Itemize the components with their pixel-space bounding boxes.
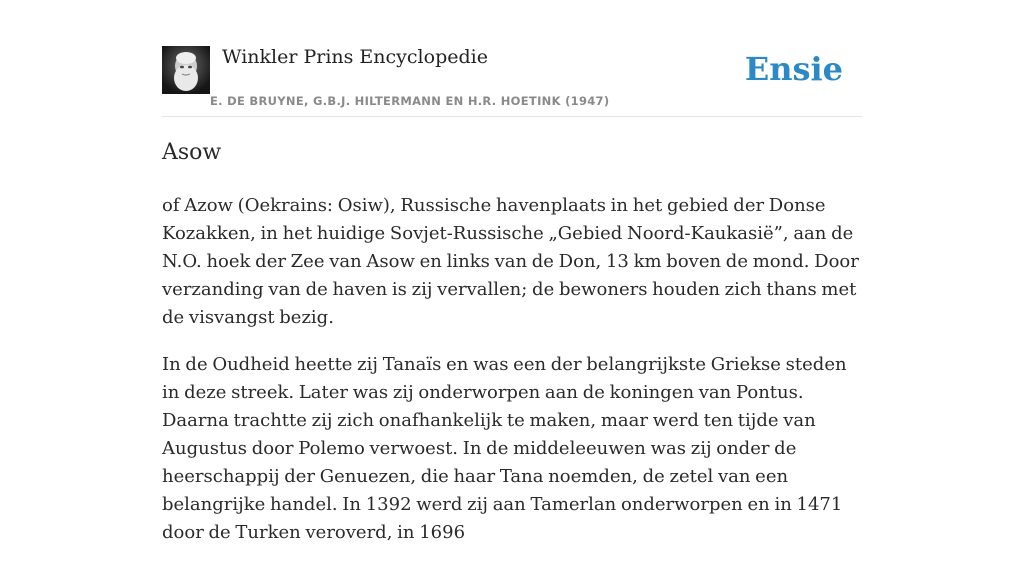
article-body <box>162 192 862 566</box>
article-paragraph: In de Oudheid heette zij Tanaïs en was een der belangrijkste Griekse steden in deze streek. Later was zij onderworpen aan de koningen van Pontus. Daarna trachtte zij zich onafhankelijk te maken, maar werd ten tijde van Augustus door Polemo verwoest. In de middeleeuwen was zij onder de heerschappij der Genuezen, die haar Tana noemden, de zetel van een belangrijke handel. In 1392 werd zij aan Tamerlan onderworpen en in 1471 door de Turken veroverd, in 1696 <box>162 354 847 543</box>
portrait-photo-icon <box>162 46 210 94</box>
ensie-logo[interactable]: Ensie <box>744 50 843 88</box>
article-title: Asow <box>162 140 222 165</box>
byline: E. DE BRUYNE, G.B.J. HILTERMANN EN H.R. HOETINK (1947) <box>210 94 610 108</box>
site-name[interactable]: Winkler Prins Encyclopedie <box>222 46 488 68</box>
site-header <box>162 44 862 117</box>
article-paragraph: of Azow (Oekrains: Osiw), Russische havenplaats in het gebied der Donse Kozakken, in het huidige Sovjet-Russische „Gebied Noord-Kaukasië”, aan de N.O. hoek der Zee van Asow en links van de Don, 13 km boven de mond. Door verzanding van de haven is zij vervallen; de bewoners houden zich thans met de visvangst bezig. <box>162 195 859 328</box>
